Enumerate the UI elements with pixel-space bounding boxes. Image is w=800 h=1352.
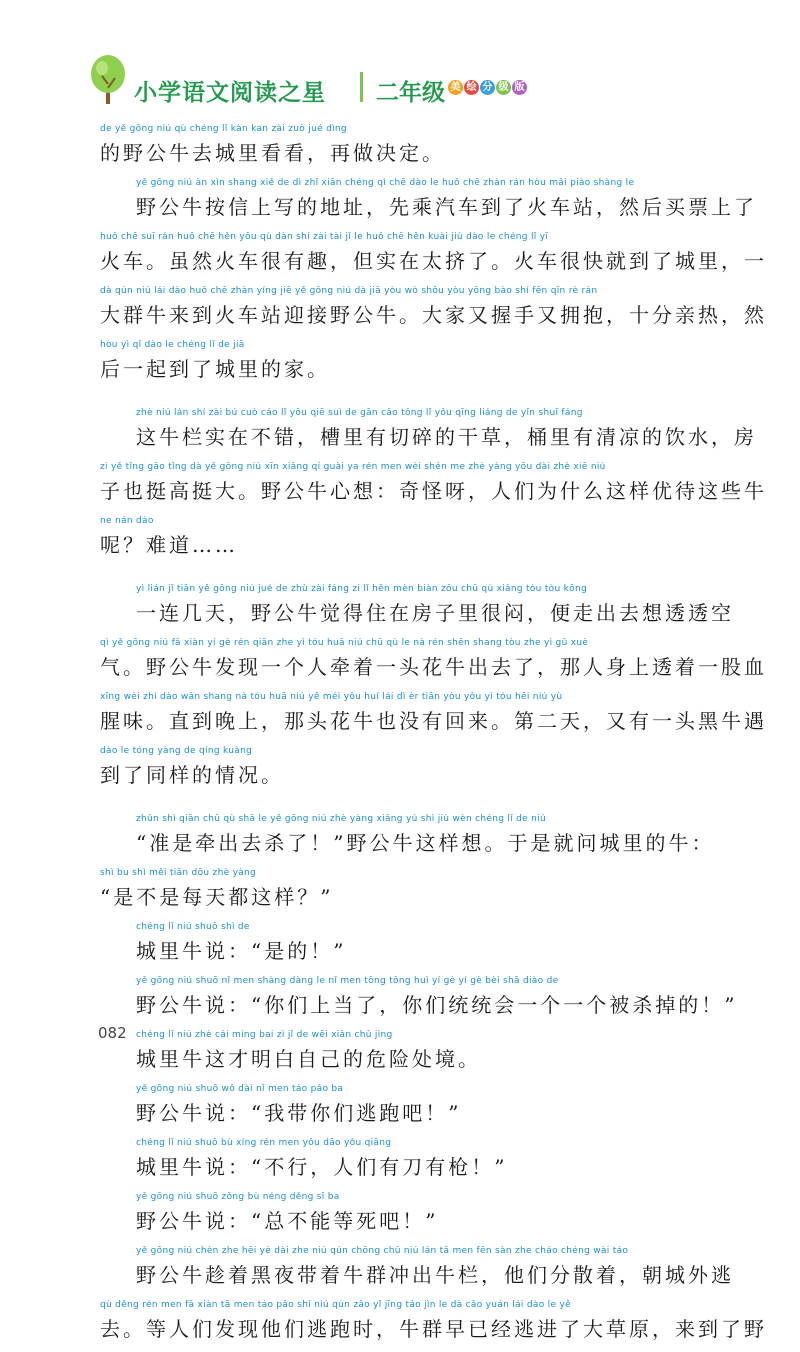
text-line xyxy=(100,690,767,744)
text-line xyxy=(100,1298,767,1352)
pinyin-line: de yě gōng niú qù chéng lǐ kàn kan zài zuò jué dìng xyxy=(100,124,347,134)
text-line xyxy=(100,744,692,798)
page-header xyxy=(88,54,525,106)
hanzi-line: 呢？难道…… xyxy=(100,533,238,557)
text-line xyxy=(100,338,692,392)
hanzi-line: 火车。虽然火车很有趣，但实在太挤了。火车很快就到了城里，一 xyxy=(100,249,767,273)
edition-badge: 绘 xyxy=(464,80,479,95)
edition-badge: 级 xyxy=(496,80,511,95)
edition-badges xyxy=(448,80,527,95)
pinyin-line: qì yě gōng niú fā xiàn yí gè rén qiān zhe yì tóu huā niú chū qù le nà rén shēn shang tòu zhe yì gǔ xuè xyxy=(100,638,589,648)
pinyin-line: chéng lǐ niú shuō bù xíng rén men yǒu dāo yǒu qiāng xyxy=(136,1138,392,1148)
pinyin-line: yě gōng niú shuō nǐ men shàng dàng le nǐ men tǒng tǒng huì yí gè yí gè bèi shā diào de xyxy=(136,976,559,986)
hanzi-line: 气。野公牛发现一个人牵着一头花牛出去了，那人身上透着一股血 xyxy=(100,655,767,679)
pinyin-line: ne nán dào xyxy=(100,516,154,526)
text-line xyxy=(100,1190,692,1244)
text-line xyxy=(100,974,738,1028)
hanzi-line: “是不是每天都这样？” xyxy=(100,885,334,909)
text-line xyxy=(100,514,692,568)
pinyin-line: hòu yì qǐ dào le chéng lǐ de jiā xyxy=(100,340,245,350)
text-line xyxy=(100,122,692,176)
text-line xyxy=(100,176,757,230)
edition-badge: 美 xyxy=(448,80,463,95)
text-line xyxy=(100,582,734,636)
pinyin-line: yě gōng niú shuō zǒng bù néng děng sǐ ba xyxy=(136,1192,340,1202)
hanzi-line: 城里牛说：“不行，人们有刀有枪！” xyxy=(136,1155,508,1179)
pinyin-line: yě gōng niú shuō wǒ dài nǐ men táo pǎo ba xyxy=(136,1084,344,1094)
title-divider xyxy=(360,72,363,102)
grade-label: 二年级 xyxy=(376,80,445,106)
hanzi-line: 野公牛趁着黑夜带着牛群冲出牛栏，他们分散着，朝城外逃 xyxy=(136,1263,734,1287)
text-line xyxy=(100,1028,692,1082)
edition-badge: 版 xyxy=(512,80,527,95)
hanzi-line: 腥味。直到晚上，那头花牛也没有回来。第二天，又有一头黑牛遇 xyxy=(100,709,767,733)
text-line xyxy=(100,1082,692,1136)
hanzi-line: 野公牛说：“我带你们逃跑吧！” xyxy=(136,1101,462,1125)
pinyin-line: yě gōng niú chèn zhe hēi yè dài zhe niú qún chōng chū niú lán tā men fēn sàn zhe cháo chéng wài táo xyxy=(136,1246,629,1256)
hanzi-line: 城里牛说：“是的！” xyxy=(136,939,347,963)
book-title: 小学语文阅读之星 xyxy=(134,80,326,106)
edition-badge: 分 xyxy=(480,80,495,95)
hanzi-line: 的野公牛去城里看看，再做决定。 xyxy=(100,141,445,165)
text-line xyxy=(100,284,767,338)
text-line xyxy=(100,1244,734,1298)
pinyin-line: yì lián jǐ tiān yě gōng niú jué de zhù zài fáng zi lǐ hěn mèn biàn zǒu chū qù xiǎng tòu tòu kōng xyxy=(136,584,587,594)
text-line xyxy=(100,636,767,690)
text-line xyxy=(100,812,715,866)
page-number: 082 xyxy=(98,1024,127,1042)
hanzi-line: 一连几天，野公牛觉得住在房子里很闷，便走出去想透透空 xyxy=(136,601,734,625)
hanzi-line: 野公牛说：“你们上当了，你们统统会一个一个被杀掉的！” xyxy=(136,993,738,1017)
story-text xyxy=(100,122,767,1352)
text-line xyxy=(100,230,767,284)
text-line xyxy=(100,920,692,974)
hanzi-line: 到了同样的情况。 xyxy=(100,763,284,787)
tree-icon xyxy=(88,54,128,106)
pinyin-line: zhè niú lán shí zài bú cuò cáo lǐ yǒu qiē suì de gān cǎo tǒng lǐ yǒu qīng liáng de yǐn shuǐ fáng xyxy=(136,408,583,418)
hanzi-line: “准是牵出去杀了！”野公牛这样想。于是就问城里的牛： xyxy=(136,831,715,855)
pinyin-line: chéng lǐ niú zhè cái míng bai zì jǐ de wēi xiǎn chǔ jìng xyxy=(136,1030,393,1040)
pinyin-line: shì bu shì měi tiān dōu zhè yàng xyxy=(100,868,257,878)
pinyin-line: zi yě tǐng gāo tǐng dà yě gōng niú xīn xiǎng qí guài ya rén men wèi shén me zhè yàng yōu dài zhè xiē niú xyxy=(100,462,606,472)
pinyin-line: zhǔn shì qiān chū qù shā le yě gōng niú zhè yàng xiǎng yú shì jiù wèn chéng lǐ de niú xyxy=(136,814,546,824)
hanzi-line: 野公牛说：“总不能等死吧！” xyxy=(136,1209,439,1233)
hanzi-line: 野公牛按信上写的地址，先乘汽车到了火车站，然后买票上了 xyxy=(136,195,757,219)
pinyin-line: dào le tóng yàng de qíng kuàng xyxy=(100,746,253,756)
hanzi-line: 子也挺高挺大。野公牛心想：奇怪呀，人们为什么这样优待这些牛 xyxy=(100,479,767,503)
hanzi-line: 去。等人们发现他们逃跑时，牛群早已经逃进了大草原，来到了野 xyxy=(100,1317,767,1341)
pinyin-line: xīng wèi zhí dào wǎn shang nà tóu huā niú yě méi yǒu huí lái dì èr tiān yòu yǒu yì tóu hēi niú yù xyxy=(100,692,563,702)
text-line xyxy=(100,1136,692,1190)
pinyin-line: chéng lǐ niú shuō shì de xyxy=(136,922,250,932)
hanzi-line: 后一起到了城里的家。 xyxy=(100,357,330,381)
pinyin-line: dà qún niú lái dào huǒ chē zhàn yíng jiē yě gōng niú dà jiā yòu wò shǒu yòu yōng bào shí fēn qīn rè rán xyxy=(100,286,598,296)
text-line xyxy=(100,460,767,514)
text-line xyxy=(100,866,692,920)
text-line xyxy=(100,406,757,460)
pinyin-line: huǒ chē suī rán huǒ chē hěn yǒu qù dàn shí zài tài jǐ le huǒ chē hěn kuài jiù dào le chéng lǐ yī xyxy=(100,232,549,242)
hanzi-line: 这牛栏实在不错，槽里有切碎的干草，桶里有清凉的饮水，房 xyxy=(136,425,757,449)
hanzi-line: 大群牛来到火车站迎接野公牛。大家又握手又拥抱，十分亲热，然 xyxy=(100,303,767,327)
hanzi-line: 城里牛这才明白自己的危险处境。 xyxy=(136,1047,481,1071)
pinyin-line: qù děng rén men fā xiàn tā men táo pǎo shí niú qún zǎo yǐ jīng táo jìn le dà cǎo yuán lái dào le yě xyxy=(100,1300,571,1310)
pinyin-line: yě gōng niú àn xìn shang xiě de dì zhǐ xiān chéng qì chē dào le huǒ chē zhàn rán hòu mǎi piào shàng le xyxy=(136,178,635,188)
